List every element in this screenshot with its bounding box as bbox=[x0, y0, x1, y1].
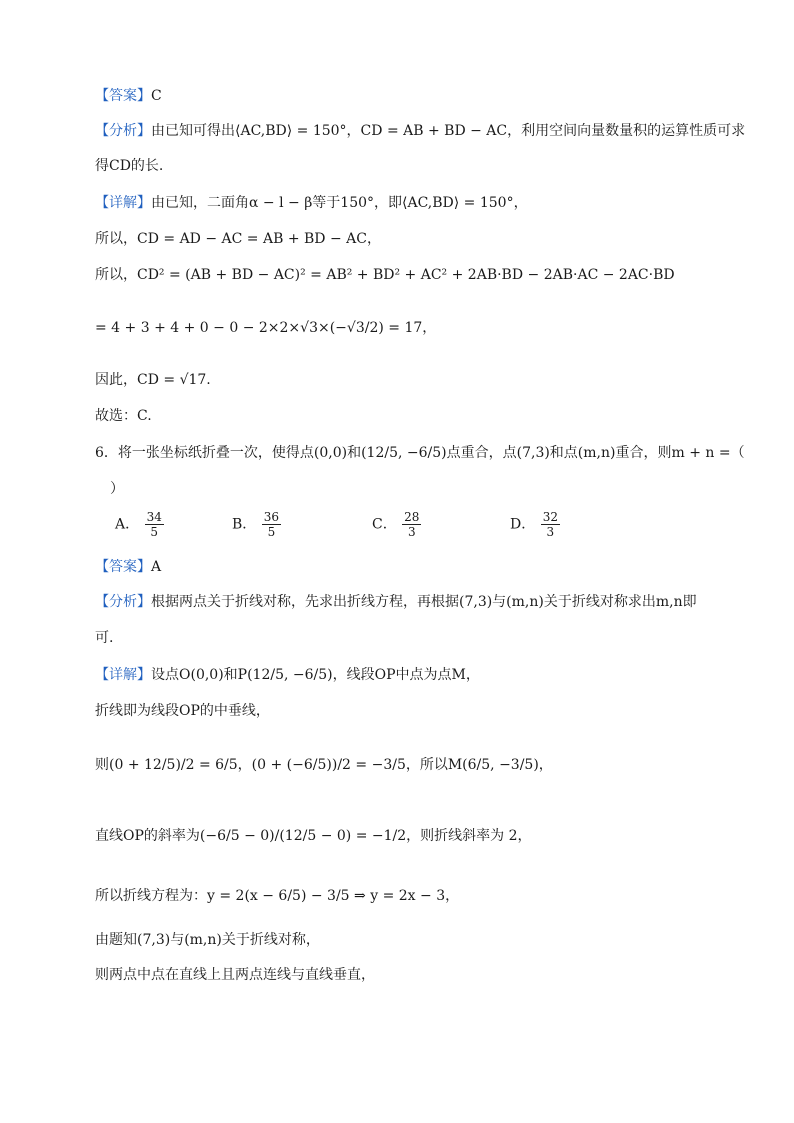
analysis-tag: 【分析】 bbox=[95, 594, 151, 610]
detail-text: 设点O(0,0)和P(12/5, −6/5)，线段OP中点为点M， bbox=[151, 667, 480, 683]
q6-detail-line-4: 直线OP的斜率为(−6/5 − 0)/(12/5 − 0) = −1/2，则折线斜率为 2， bbox=[95, 828, 532, 844]
option-a bbox=[115, 510, 165, 539]
answer-value: C bbox=[151, 88, 162, 104]
q6-answer bbox=[95, 557, 734, 577]
detail-tag: 【详解】 bbox=[95, 195, 151, 211]
q5-detail-line-2: 所以，CD = AD − AC = AB + BD − AC， bbox=[95, 231, 381, 247]
analysis-text: 根据两点关于折线对称，先求出折线方程，再根据(7,3)与(m,n)关于折线对称求出m,n即 bbox=[151, 594, 697, 610]
option-label: B． bbox=[232, 516, 257, 533]
q5-analysis-line-2: 得CD的长. bbox=[95, 158, 164, 174]
q6-detail-line-2: 折线即为线段OP的中垂线， bbox=[95, 703, 270, 719]
q6-stem-line-1: 6．将一张坐标纸折叠一次，使得点(0,0)和(12/5, −6/5)点重合，点(7,3)和点(m,n)重合，则m + n =（ bbox=[95, 445, 745, 461]
detail-tag: 【详解】 bbox=[95, 667, 151, 683]
fraction-denominator: 3 bbox=[407, 525, 416, 539]
q5-detail-line-4: = 4 + 3 + 4 + 0 − 0 − 2×2×√3×(−√3/2) = 17， bbox=[95, 320, 437, 336]
q5-answer bbox=[95, 86, 734, 106]
q6-detail-line-6: 由题知(7,3)与(m,n)关于折线对称， bbox=[95, 932, 320, 948]
option-fraction bbox=[262, 510, 281, 539]
answer-tag: 【答案】 bbox=[95, 559, 151, 575]
q6-detail-line-7: 则两点中点在直线上且两点连线与直线垂直， bbox=[95, 967, 375, 983]
option-label: D． bbox=[510, 516, 536, 533]
fraction-numerator: 32 bbox=[542, 510, 558, 524]
q5-conclusion: 故选：C. bbox=[95, 408, 152, 424]
q6-analysis-line-2: 可. bbox=[95, 630, 114, 646]
fraction-numerator: 34 bbox=[146, 510, 162, 524]
option-fraction bbox=[402, 510, 421, 539]
q5-detail-line-5: 因此，CD = √17. bbox=[95, 372, 211, 388]
q5-detail-line-3: 所以，CD² = (AB + BD − AC)² = AB² + BD² + AC² + 2AB·BD − 2AB·AC − 2AC·BD bbox=[95, 267, 675, 283]
fraction-denominator: 5 bbox=[267, 525, 276, 539]
option-c bbox=[372, 510, 422, 539]
option-label: A． bbox=[115, 516, 140, 533]
analysis-text: 由已知可得出⟨AC,BD⟩ = 150°，CD = AB + BD − AC，利用空间向量数量积的运算性质可求 bbox=[151, 123, 746, 139]
detail-text: 由已知，二面角α − l − β等于150°，即⟨AC,BD⟩ = 150°， bbox=[151, 195, 528, 211]
answer-value: A bbox=[151, 559, 162, 575]
option-d bbox=[510, 510, 561, 539]
option-fraction bbox=[541, 510, 560, 539]
q6-detail-line-1 bbox=[95, 665, 734, 685]
answer-tag: 【答案】 bbox=[95, 88, 151, 104]
analysis-tag: 【分析】 bbox=[95, 123, 151, 139]
fraction-denominator: 3 bbox=[546, 525, 555, 539]
option-fraction bbox=[145, 510, 164, 539]
fraction-denominator: 5 bbox=[150, 525, 159, 539]
q6-detail-line-5: 所以折线方程为：y = 2(x − 6/5) − 3/5 ⇒ y = 2x − 3， bbox=[95, 888, 460, 904]
q6-stem-line-2: ） bbox=[110, 481, 124, 497]
q6-analysis-line-1 bbox=[95, 592, 734, 612]
q5-analysis-line-1 bbox=[95, 121, 746, 141]
q6-detail-line-3: 则(0 + 12/5)/2 = 6/5，(0 + (−6/5))/2 = −3/5，所以M(6/5, −3/5)， bbox=[95, 757, 553, 773]
q5-detail-line-1 bbox=[95, 193, 734, 213]
fraction-numerator: 36 bbox=[263, 510, 280, 524]
fraction-numerator: 28 bbox=[404, 510, 420, 524]
option-label: C． bbox=[372, 516, 397, 533]
option-b bbox=[232, 510, 282, 539]
